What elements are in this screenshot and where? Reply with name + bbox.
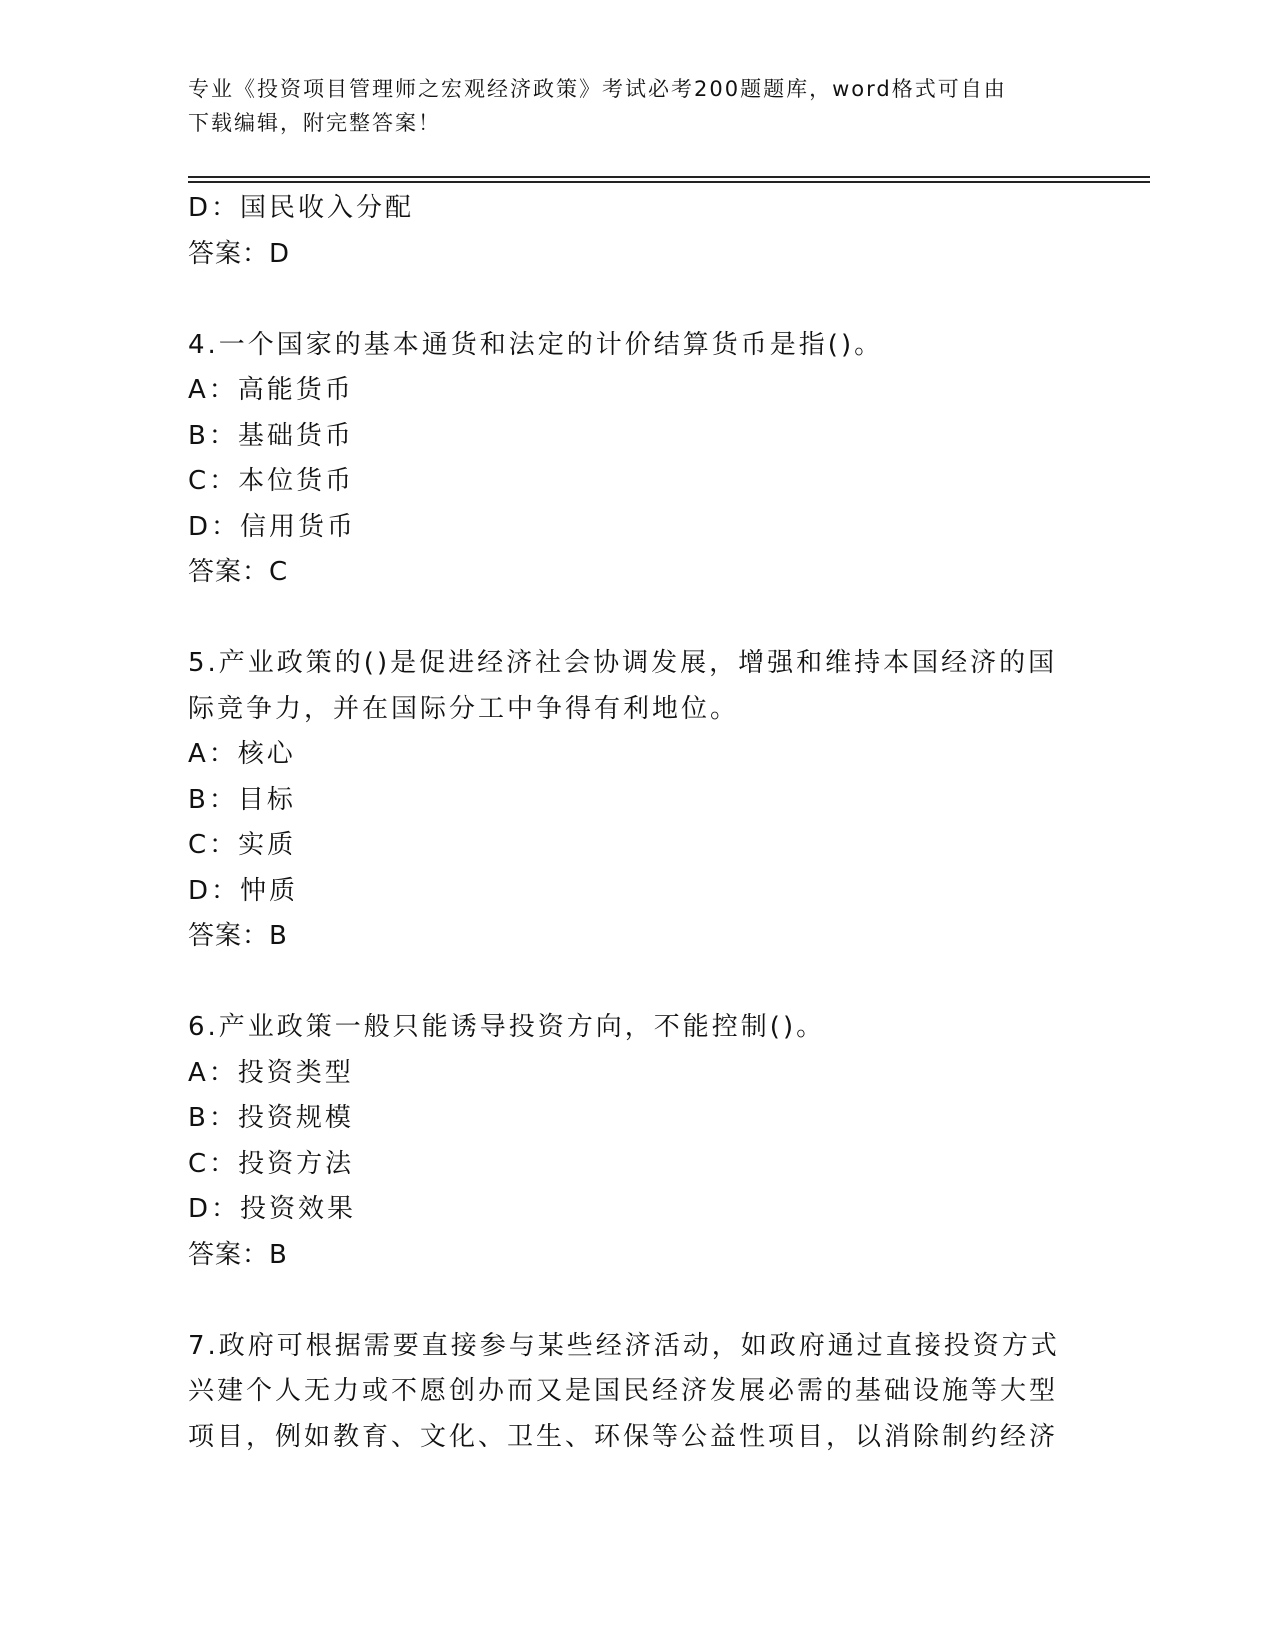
question-text: 4.一个国家的基本通货和法定的计价结算货币是指()。 xyxy=(188,329,884,360)
option-c: C：本位货币 xyxy=(188,466,355,496)
question-text: 兴建个人无力或不愿创办而又是国民经济发展必需的基础设施等大型 xyxy=(188,1376,1059,1406)
question-4 xyxy=(188,323,1068,596)
option-a: A：核心 xyxy=(188,739,296,769)
option-b: B：目标 xyxy=(188,784,296,815)
answer-line: 答案：D xyxy=(188,238,291,269)
question-text: 际竞争力，并在国际分工中争得有利地位。 xyxy=(188,693,740,724)
option-a: A：高能货币 xyxy=(188,375,354,405)
option-a: A：投资类型 xyxy=(188,1057,354,1088)
option-d: D：信用货币 xyxy=(188,511,357,542)
question-5 xyxy=(188,641,1068,960)
option-d: D：国民收入分配 xyxy=(188,193,415,223)
spacer xyxy=(188,960,1068,1006)
option-c: C：实质 xyxy=(188,830,297,860)
spacer xyxy=(188,596,1068,642)
question-6 xyxy=(188,1005,1068,1278)
question-text: 项目，例如教育、文化、卫生、环保等公益性项目，以消除制约经济 xyxy=(188,1421,1059,1452)
spacer xyxy=(188,277,1068,323)
document-header xyxy=(188,72,1068,140)
answer-line: 答案：B xyxy=(188,921,288,951)
answer-line: 答案：B xyxy=(188,1239,288,1270)
option-c: C：投资方法 xyxy=(188,1148,355,1179)
question-text: 5.产业政策的()是促进经济社会协调发展，增强和维持本国经济的国 xyxy=(188,648,1058,678)
question-7 xyxy=(188,1324,1068,1461)
header-line-2: 下载编辑，附完整答案！ xyxy=(188,111,441,135)
option-d: D：忡质 xyxy=(188,875,299,906)
spacer xyxy=(188,1278,1068,1324)
header-line-1: 专业《投资项目管理师之宏观经济政策》考试必考200题题库，word格式可自由 xyxy=(188,77,1007,101)
option-b: B：基础货币 xyxy=(188,420,354,451)
question-text: 7.政府可根据需要直接参与某些经济活动，如政府通过直接投资方式 xyxy=(188,1330,1060,1361)
header-divider-top xyxy=(188,176,1150,178)
document-body xyxy=(188,186,1068,1460)
answer-line: 答案：C xyxy=(188,557,289,587)
header-divider-bottom xyxy=(188,181,1150,183)
option-d: D：投资效果 xyxy=(188,1194,357,1224)
question-text: 6.产业政策一般只能诱导投资方向，不能控制()。 xyxy=(188,1012,826,1042)
option-b: B：投资规模 xyxy=(188,1103,354,1133)
